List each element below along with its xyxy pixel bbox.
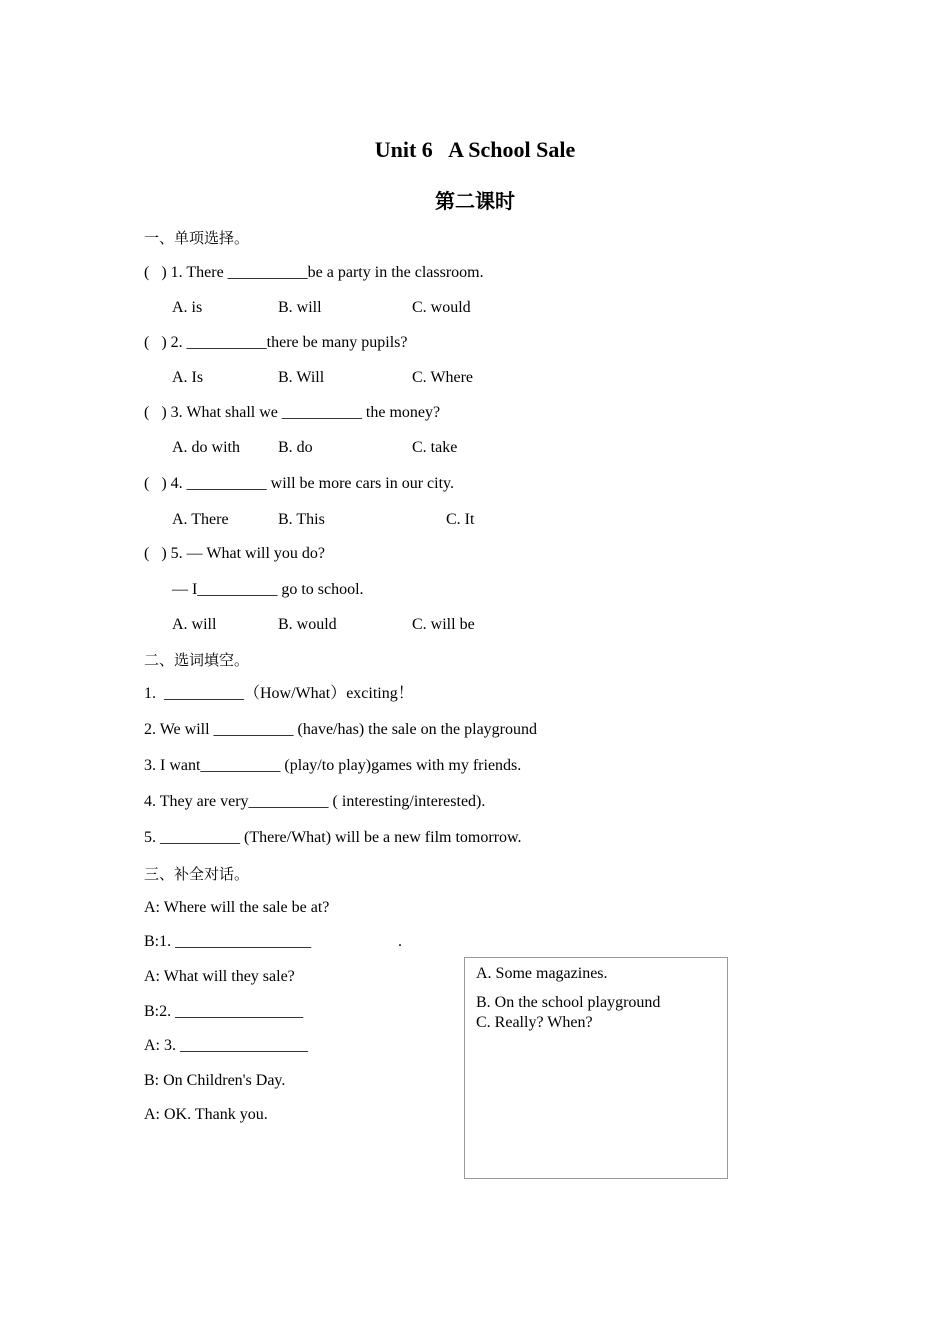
question-5-option-a: A. will [172,616,217,633]
dialogue-line-5: A: 3. ________________ [144,1037,308,1054]
question-5-option-c: C. will be [412,616,475,633]
page-title: Unit 6 A School Sale [374,137,576,162]
section3-heading: 三、补全对话。 [144,865,250,883]
dialogue-line-6: B: On Children's Day. [144,1072,286,1089]
question-4-stem: ( ) 4. __________ will be more cars in our city. [144,475,455,492]
page-subtitle: 第二课时 [435,189,515,213]
dialogue-line-2: B:1. _________________ [144,933,312,950]
question-5-stem: ( ) 5. — What will you do? [144,545,326,562]
dialogue-line-7: A: OK. Thank you. [144,1106,268,1123]
question-2-option-a: A. Is [172,369,204,386]
question-1-option-a: A. is [172,299,203,316]
box-option-c: C. Really? When? [476,1014,593,1031]
question-2-stem: ( ) 2. __________there be many pupils? [144,334,408,351]
question-1-option-b: B. will [278,299,322,316]
box-option-a: A. Some magazines. [476,965,608,982]
section1-heading: 一、单项选择。 [144,229,250,247]
fill-item-3: 3. I want__________ (play/to play)games with my friends. [144,757,522,774]
question-3-option-a: A. do with [172,439,240,456]
dialogue-line-4: B:2. ________________ [144,1003,304,1020]
question-4-option-c: C. It [446,511,475,528]
dialogue-line-1: A: Where will the sale be at? [144,899,330,916]
options-box [464,957,728,1179]
fill-item-2: 2. We will __________ (have/has) the sale on the playground [144,721,537,738]
question-2-option-c: C. Where [412,369,474,386]
dialogue-dot: . [398,933,402,950]
question-4-option-b: B. This [278,511,325,528]
question-3-option-c: C. take [412,439,458,456]
fill-item-1: 1. __________（How/What）exciting！ [144,685,414,702]
question-1-stem: ( ) 1. There __________be a party in the classroom. [144,264,484,281]
section2-heading: 二、选词填空。 [144,651,250,669]
question-3-stem: ( ) 3. What shall we __________ the money? [144,404,441,421]
question-4-option-a: A. There [172,511,229,528]
dialogue-line-3: A: What will they sale? [144,968,295,985]
question-5-option-b: B. would [278,616,337,633]
question-1-option-c: C. would [412,299,471,316]
question-5-stem-2: — I__________ go to school. [172,581,364,598]
fill-item-4: 4. They are very__________ ( interesting/interested). [144,793,486,810]
question-3-option-b: B. do [278,439,313,456]
question-2-option-b: B. Will [278,369,325,386]
fill-item-5: 5. __________ (There/What) will be a new film tomorrow. [144,829,522,846]
box-option-b: B. On the school playground [476,994,661,1011]
